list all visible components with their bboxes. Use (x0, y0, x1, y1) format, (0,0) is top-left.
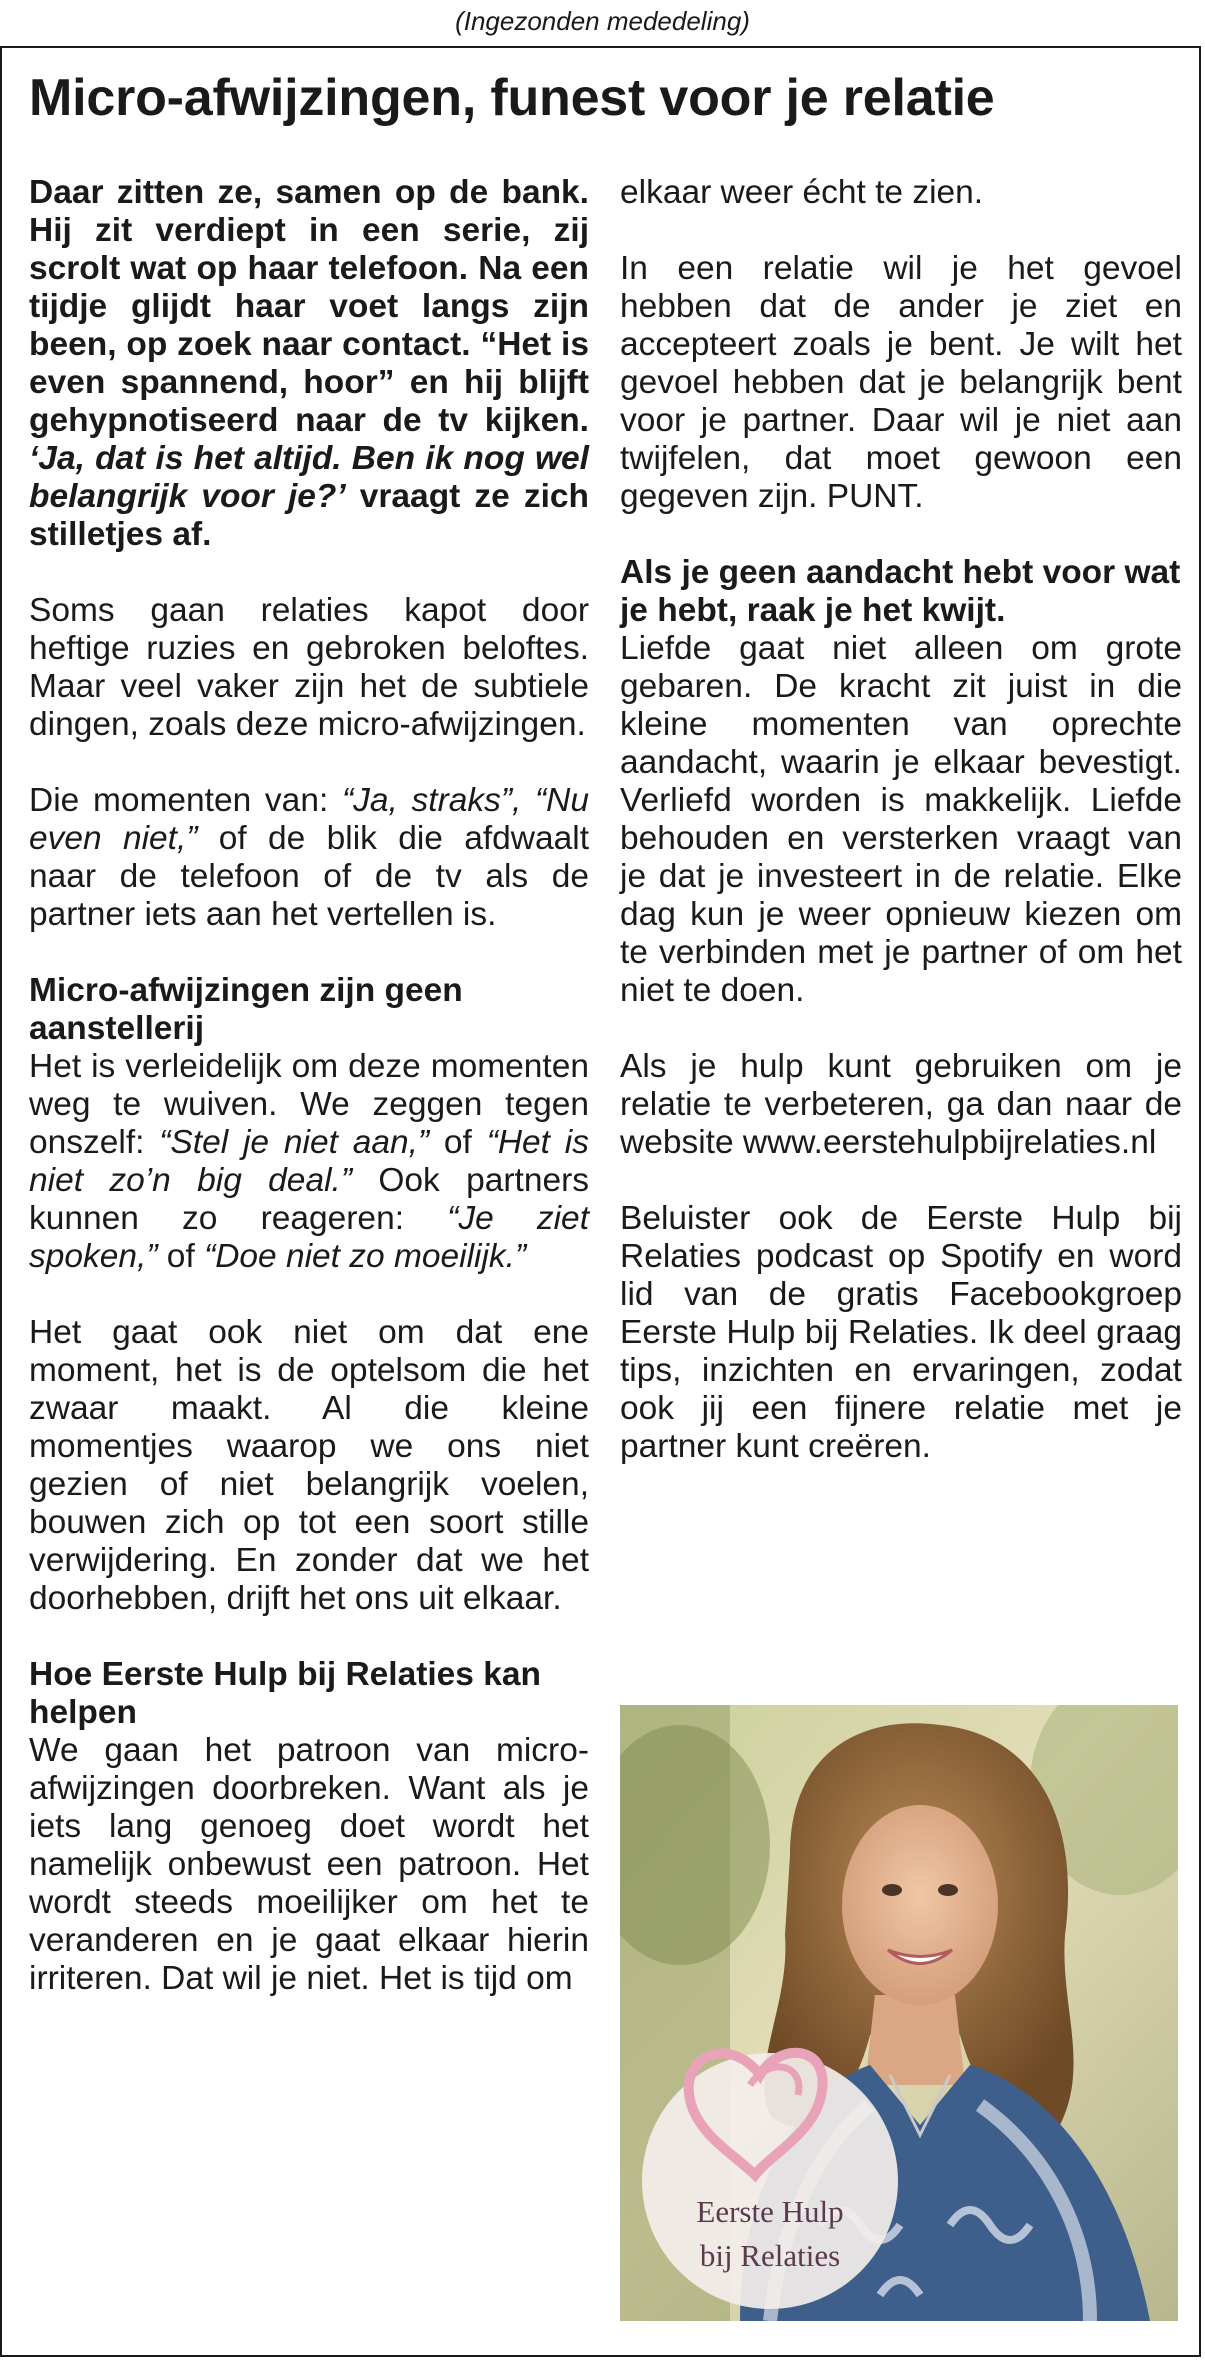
logo-line-1: Eerste Hulp (696, 2194, 844, 2229)
paragraph: Die momenten van: “Ja, straks”, “Nu even niet,” of de blik die afdwaalt naar de telefoon of de tv als de partner iets aan het vertellen is. (29, 782, 590, 933)
column-right (620, 174, 1182, 1504)
subheading: Hoe Eerste Hulp bij Relaties kan helpen (29, 1656, 541, 1731)
paragraph: We gaan het patroon van micro-afwijzingen doorbreken. Want als je iets lang genoeg doet wordt het namelijk onbewust een patroon. Het wordt steeds moeilijker om het te veranderen en je gaat elkaar hierin irriteren. Dat wil je niet. Het is tijd om (29, 1732, 589, 1997)
column-left (29, 174, 589, 1998)
paragraph: Beluister ook de Eerste Hulp bij Relaties podcast op Spotify en word lid van de gratis Facebookgroep Eerste Hulp bij Relaties. Ik deel graag tips, inzichten en ervaringen, zodat ook jij een fijnere relatie met je partner kunt creëren. (620, 1200, 1182, 1465)
paragraph: Het gaat ook niet om dat ene moment, het is de optelsom die het zwaar maakt. Al die kleine momentjes waarop we ons niet gezien of niet belangrijk voelen, bouwen zich op tot een soort stille verwijdering. En zonder dat we het doorhebben, drijft het ons uit elkaar. (29, 1314, 589, 1617)
subheading: Als je geen aandacht hebt voor wat je hebt, raak je het kwijt. (620, 554, 1181, 629)
website-url: www.eerstehulpbijrelaties.nl (742, 1124, 1157, 1161)
logo-line-2: bij Relaties (699, 2238, 841, 2273)
subheading: Micro-afwijzingen zijn geen aanstellerij (29, 972, 463, 1047)
portrait-photo (620, 1705, 1178, 2321)
kicker: (Ingezonden mededeling) (455, 6, 750, 36)
headline: Micro-afwijzingen, funest voor je relatie (29, 69, 995, 127)
paragraph: Het is verleidelijk om deze momenten weg te wuiven. We zeggen tegen onszelf: “Stel je niet aan,” of “Het is niet zo’n big deal.” Ook partners kunnen zo reageren: “Je ziet spoken,” of “Doe niet zo moeilijk.” (29, 1048, 589, 1275)
logo-badge (642, 2053, 898, 2309)
paragraph: elkaar weer écht te zien. (620, 174, 984, 211)
lead-paragraph: Daar zitten ze, samen op de bank. Hij zit verdiept in een serie, zij scrolt wat op haar telefoon. Na een tijdje glijdt haar voet langs zijn been, op zoek naar contact. “Het is even spannend, hoor” en hij blijft gehypnotiseerd naar de tv kijken. ‘Ja, dat is het altijd. Ben ik nog wel belangrijk voor je?’ vraagt ze zich stilletjes af. (29, 174, 589, 553)
paragraph: Liefde gaat niet alleen om grote gebaren. De kracht zit juist in die kleine momenten van oprechte aandacht, waarin je elkaar bevestigt. Verliefd worden is makkelijk. Liefde behouden en versterken vraagt van je dat je investeert in de relatie. Elke dag kun je weer opnieuw kiezen om te verbinden met je partner of om het niet te doen. (620, 630, 1182, 1009)
paragraph: Als je hulp kunt gebruiken om je relatie te verbeteren, ga dan naar de website www.eerstehulpbijrelaties.nl (620, 1048, 1182, 1161)
paragraph: In een relatie wil je het gevoel hebben dat de ander je ziet en accepteert zoals je bent. Je wilt het gevoel hebben dat je belangrijk bent voor je partner. Daar wil je niet aan twijfelen, dat moet gewoon een gegeven zijn. PUNT. (620, 250, 1182, 515)
paragraph: Soms gaan relaties kapot door heftige ruzies en gebroken beloftes. Maar veel vaker zijn het de subtiele dingen, zoals deze micro-afwijzingen. (29, 592, 589, 743)
